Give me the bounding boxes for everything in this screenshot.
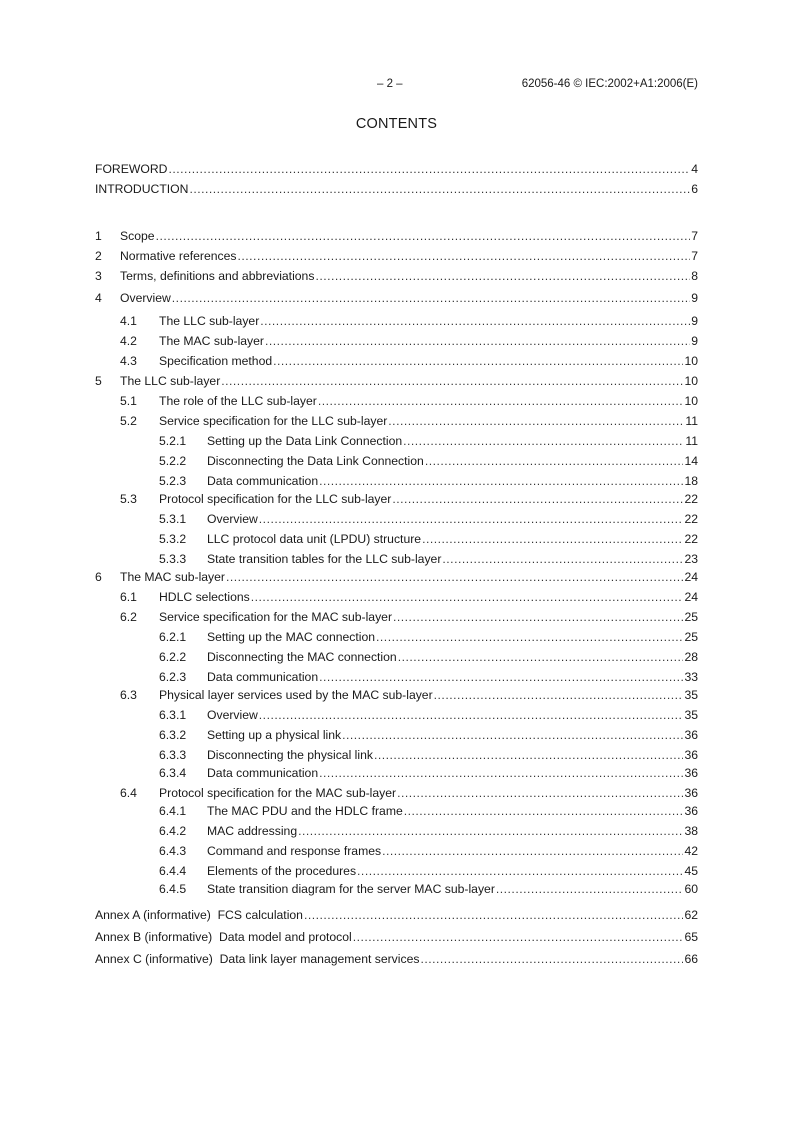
toc-entry-title: State transition tables for the LLC sub-layer: [207, 552, 442, 566]
toc-dot-leader: [393, 609, 683, 625]
toc-dot-leader: [382, 843, 683, 859]
toc-entry-number: 6.2: [120, 610, 137, 624]
toc-entry-page: 60: [684, 882, 698, 896]
toc-entry-number: 6: [95, 570, 102, 584]
toc-entry-page: 36: [684, 804, 698, 818]
toc-entry-number: 5.2.1: [159, 434, 187, 448]
toc-entry-title: The MAC PDU and the HDLC frame: [207, 804, 403, 818]
toc-entry-number: 6.4.2: [159, 824, 187, 838]
toc-entry-page: 10: [684, 354, 698, 368]
toc-entry-number: 4.1: [120, 314, 137, 328]
toc-dot-leader: [388, 413, 684, 429]
toc-entry-number: 6.1: [120, 590, 137, 604]
toc-dot-leader: [403, 433, 684, 449]
toc-entry-number: 6.3.4: [159, 766, 187, 780]
toc-entry[interactable]: [159, 629, 698, 645]
toc-entry-title: Service specification for the LLC sub-layer: [159, 414, 388, 428]
toc-dot-leader: [315, 268, 690, 284]
toc-entry-number: 5: [95, 374, 102, 388]
toc-entry-title: HDLC selections: [159, 590, 250, 604]
toc-entry-number: 5.3.3: [159, 552, 187, 566]
toc-entry-title: The MAC sub-layer: [120, 570, 225, 584]
toc-entry-title: Specification method: [159, 354, 273, 368]
toc-dot-leader: [273, 353, 683, 369]
toc-entry-page: 18: [684, 474, 698, 488]
toc-entry[interactable]: [120, 687, 698, 703]
toc-entry-title: Physical layer services used by the MAC sub-layer: [159, 688, 433, 702]
toc-dot-leader: [404, 803, 684, 819]
toc-entry-title: Disconnecting the Data Link Connection: [207, 454, 424, 468]
toc-entry[interactable]: [120, 313, 698, 329]
toc-entry-page: 65: [684, 930, 698, 944]
toc-entry-page: 35: [684, 708, 698, 722]
toc-dot-leader: [376, 629, 683, 645]
toc-dot-leader: [265, 333, 690, 349]
toc-entry-number: 5.3.1: [159, 512, 187, 526]
toc-entry[interactable]: [95, 907, 698, 923]
toc-dot-leader: [442, 551, 683, 567]
toc-entry-page: 24: [684, 590, 698, 604]
toc-entry-title: Overview: [207, 512, 258, 526]
toc-entry[interactable]: [95, 569, 698, 585]
toc-entry-number: 6.4.5: [159, 882, 187, 896]
toc-entry[interactable]: [159, 765, 698, 781]
toc-entry-page: 14: [684, 454, 698, 468]
toc-entry-number: 6.3: [120, 688, 137, 702]
toc-entry-page: 38: [684, 824, 698, 838]
toc-entry[interactable]: [95, 951, 698, 967]
toc-entry-number: 4.2: [120, 334, 137, 348]
toc-entry-number: 5.2.2: [159, 454, 187, 468]
toc-dot-leader: [342, 727, 683, 743]
toc-dot-leader: [226, 569, 683, 585]
toc-entry-page: 22: [684, 492, 698, 506]
toc-entry-title: Overview: [207, 708, 258, 722]
toc-entry[interactable]: [159, 453, 698, 469]
toc-dot-leader: [260, 313, 690, 329]
toc-entry[interactable]: [159, 863, 698, 879]
toc-entry-number: 5.3.2: [159, 532, 187, 546]
toc-entry-number: 4.3: [120, 354, 137, 368]
toc-entry-title: Data communication: [207, 670, 319, 684]
toc-dot-leader: [374, 747, 683, 763]
toc-entry-title: Data communication: [207, 474, 319, 488]
toc-entry[interactable]: [95, 929, 698, 945]
toc-entry[interactable]: [159, 747, 698, 763]
toc-entry-page: 66: [684, 952, 698, 966]
toc-dot-leader: [319, 669, 683, 685]
toc-entry-title: The LLC sub-layer: [159, 314, 260, 328]
toc-entry[interactable]: [159, 649, 698, 665]
toc-entry-page: 25: [684, 610, 698, 624]
toc-entry[interactable]: [159, 473, 698, 489]
toc-entry-title: Overview: [120, 291, 171, 305]
toc-dot-leader: [156, 228, 691, 244]
toc-entry-page: 7: [691, 249, 698, 263]
toc-dot-leader: [496, 881, 684, 897]
toc-entry-page: 6: [691, 182, 698, 196]
toc-entry-page: 23: [684, 552, 698, 566]
toc-dot-leader: [259, 707, 684, 723]
toc-entry-title: Normative references: [120, 249, 237, 263]
toc-entry-title: The LLC sub-layer: [120, 374, 221, 388]
toc-dot-leader: [319, 473, 683, 489]
toc-dot-leader: [304, 907, 683, 923]
toc-entry-number: 6.2.2: [159, 650, 187, 664]
toc-entry-title: Setting up the MAC connection: [207, 630, 376, 644]
toc-entry-page: 36: [684, 728, 698, 742]
toc-entry[interactable]: [120, 353, 698, 369]
toc-entry[interactable]: [159, 843, 698, 859]
toc-entry-number: 6.4.4: [159, 864, 187, 878]
toc-entry-title: INTRODUCTION: [95, 182, 189, 196]
toc-entry-page: 42: [684, 844, 698, 858]
toc-entry[interactable]: [95, 373, 698, 389]
toc-entry-number: 4: [95, 291, 102, 305]
toc-entry-title: Annex A (informative) FCS calculation: [95, 908, 303, 922]
toc-entry-number: 6.2.3: [159, 670, 187, 684]
toc-entry-number: 6.4.3: [159, 844, 187, 858]
toc-entry-page: 9: [691, 291, 698, 305]
toc-entry-title: MAC addressing: [207, 824, 298, 838]
toc-entry[interactable]: [95, 161, 698, 177]
toc-entry-page: 9: [691, 314, 698, 328]
toc-entry-title: Setting up the Data Link Connection: [207, 434, 403, 448]
toc-entry[interactable]: [159, 823, 698, 839]
toc-entry[interactable]: [120, 589, 698, 605]
toc-entry-page: 28: [684, 650, 698, 664]
toc-dot-leader: [420, 951, 683, 967]
toc-entry-title: Annex B (informative) Data model and protocol: [95, 930, 352, 944]
toc-dot-leader: [319, 765, 683, 781]
toc-entry-number: 6.3.3: [159, 748, 187, 762]
toc-entry[interactable]: [95, 248, 698, 264]
toc-entry-number: 5.2: [120, 414, 137, 428]
toc-entry-number: 2: [95, 249, 102, 263]
toc-entry-number: 3: [95, 269, 102, 283]
page-title: CONTENTS: [355, 116, 438, 132]
toc-dot-leader: [172, 290, 690, 306]
toc-entry[interactable]: [159, 669, 698, 685]
toc-entry-page: 11: [685, 414, 698, 428]
toc-dot-leader: [298, 823, 683, 839]
toc-dot-leader: [425, 453, 684, 469]
toc-entry-page: 22: [684, 532, 698, 546]
toc-entry[interactable]: [120, 333, 698, 349]
toc-entry-page: 25: [684, 630, 698, 644]
toc-entry-title: Setting up a physical link: [207, 728, 342, 742]
toc-entry-title: Disconnecting the physical link: [207, 748, 373, 762]
toc-entry[interactable]: [159, 511, 698, 527]
toc-entry-number: 5.2.3: [159, 474, 187, 488]
toc-entry-page: 33: [684, 670, 698, 684]
toc-entry-page: 22: [684, 512, 698, 526]
toc-dot-leader: [168, 161, 690, 177]
toc-entry-page: 4: [691, 162, 698, 176]
toc-entry[interactable]: [159, 881, 698, 897]
toc-entry[interactable]: [120, 491, 698, 507]
toc-dot-leader: [259, 511, 684, 527]
toc-entry[interactable]: [95, 290, 698, 306]
toc-entry-page: 7: [691, 229, 698, 243]
toc-entry[interactable]: [159, 727, 698, 743]
toc-entry-title: Elements of the procedures: [207, 864, 357, 878]
toc-dot-leader: [422, 531, 683, 547]
toc-entry-page: 10: [684, 374, 698, 388]
toc-entry-title: Annex C (informative) Data link layer management services: [95, 952, 420, 966]
toc-entry[interactable]: [159, 707, 698, 723]
toc-entry[interactable]: [95, 268, 698, 284]
toc-dot-leader: [251, 589, 684, 605]
toc-entry[interactable]: [159, 551, 698, 567]
page-number: – 2 –: [377, 78, 403, 90]
toc-entry-number: 1: [95, 229, 102, 243]
toc-entry[interactable]: [159, 531, 698, 547]
toc-entry-title: FOREWORD: [95, 162, 168, 176]
toc-entry[interactable]: [120, 785, 698, 801]
toc-entry-page: 36: [684, 748, 698, 762]
toc-entry[interactable]: [95, 228, 698, 244]
toc-dot-leader: [434, 687, 684, 703]
toc-entry-title: State transition diagram for the server MAC sub-layer: [207, 882, 495, 896]
toc-dot-leader: [318, 393, 684, 409]
toc-entry-title: The role of the LLC sub-layer: [159, 394, 317, 408]
toc-entry-title: Scope: [120, 229, 155, 243]
toc-dot-leader: [392, 491, 683, 507]
toc-entry-title: LLC protocol data unit (LPDU) structure: [207, 532, 422, 546]
toc-entry-title: Disconnecting the MAC connection: [207, 650, 397, 664]
toc-dot-leader: [238, 248, 691, 264]
toc-entry-number: 5.3: [120, 492, 137, 506]
toc-entry-title: Protocol specification for the LLC sub-layer: [159, 492, 392, 506]
toc-dot-leader: [357, 863, 683, 879]
toc-entry-number: 6.4.1: [159, 804, 187, 818]
toc-dot-leader: [353, 929, 684, 945]
toc-entry[interactable]: [159, 803, 698, 819]
toc-entry[interactable]: [95, 181, 698, 197]
toc-entry-number: 6.2.1: [159, 630, 187, 644]
toc-entry-page: 24: [684, 570, 698, 584]
toc-entry-page: 62: [684, 908, 698, 922]
toc-dot-leader: [189, 181, 690, 197]
toc-entry[interactable]: [120, 609, 698, 625]
toc-entry-page: 36: [684, 786, 698, 800]
toc-entry-number: 6.3.1: [159, 708, 187, 722]
toc-entry-title: Command and response frames: [207, 844, 382, 858]
document-reference: 62056-46 © IEC:2002+A1:2006(E): [521, 78, 698, 90]
toc-entry[interactable]: [159, 433, 698, 449]
toc-entry[interactable]: [120, 393, 698, 409]
toc-entry-title: Protocol specification for the MAC sub-layer: [159, 786, 397, 800]
toc-entry-title: Terms, definitions and abbreviations: [120, 269, 315, 283]
toc-entry-number: 6.4: [120, 786, 137, 800]
toc-entry-page: 8: [691, 269, 698, 283]
toc-dot-leader: [398, 649, 684, 665]
toc-entry-title: Data communication: [207, 766, 319, 780]
toc-entry[interactable]: [120, 413, 698, 429]
toc-entry-title: The MAC sub-layer: [159, 334, 264, 348]
toc-entry-page: 45: [684, 864, 698, 878]
toc-entry-number: 6.3.2: [159, 728, 187, 742]
toc-entry-page: 11: [685, 434, 698, 448]
toc-dot-leader: [221, 373, 683, 389]
toc-entry-page: 35: [684, 688, 698, 702]
toc-entry-number: 5.1: [120, 394, 137, 408]
toc-entry-page: 36: [684, 766, 698, 780]
toc-dot-leader: [397, 785, 683, 801]
toc-entry-page: 10: [684, 394, 698, 408]
toc-entry-page: 9: [691, 334, 698, 348]
toc-entry-title: Service specification for the MAC sub-layer: [159, 610, 393, 624]
